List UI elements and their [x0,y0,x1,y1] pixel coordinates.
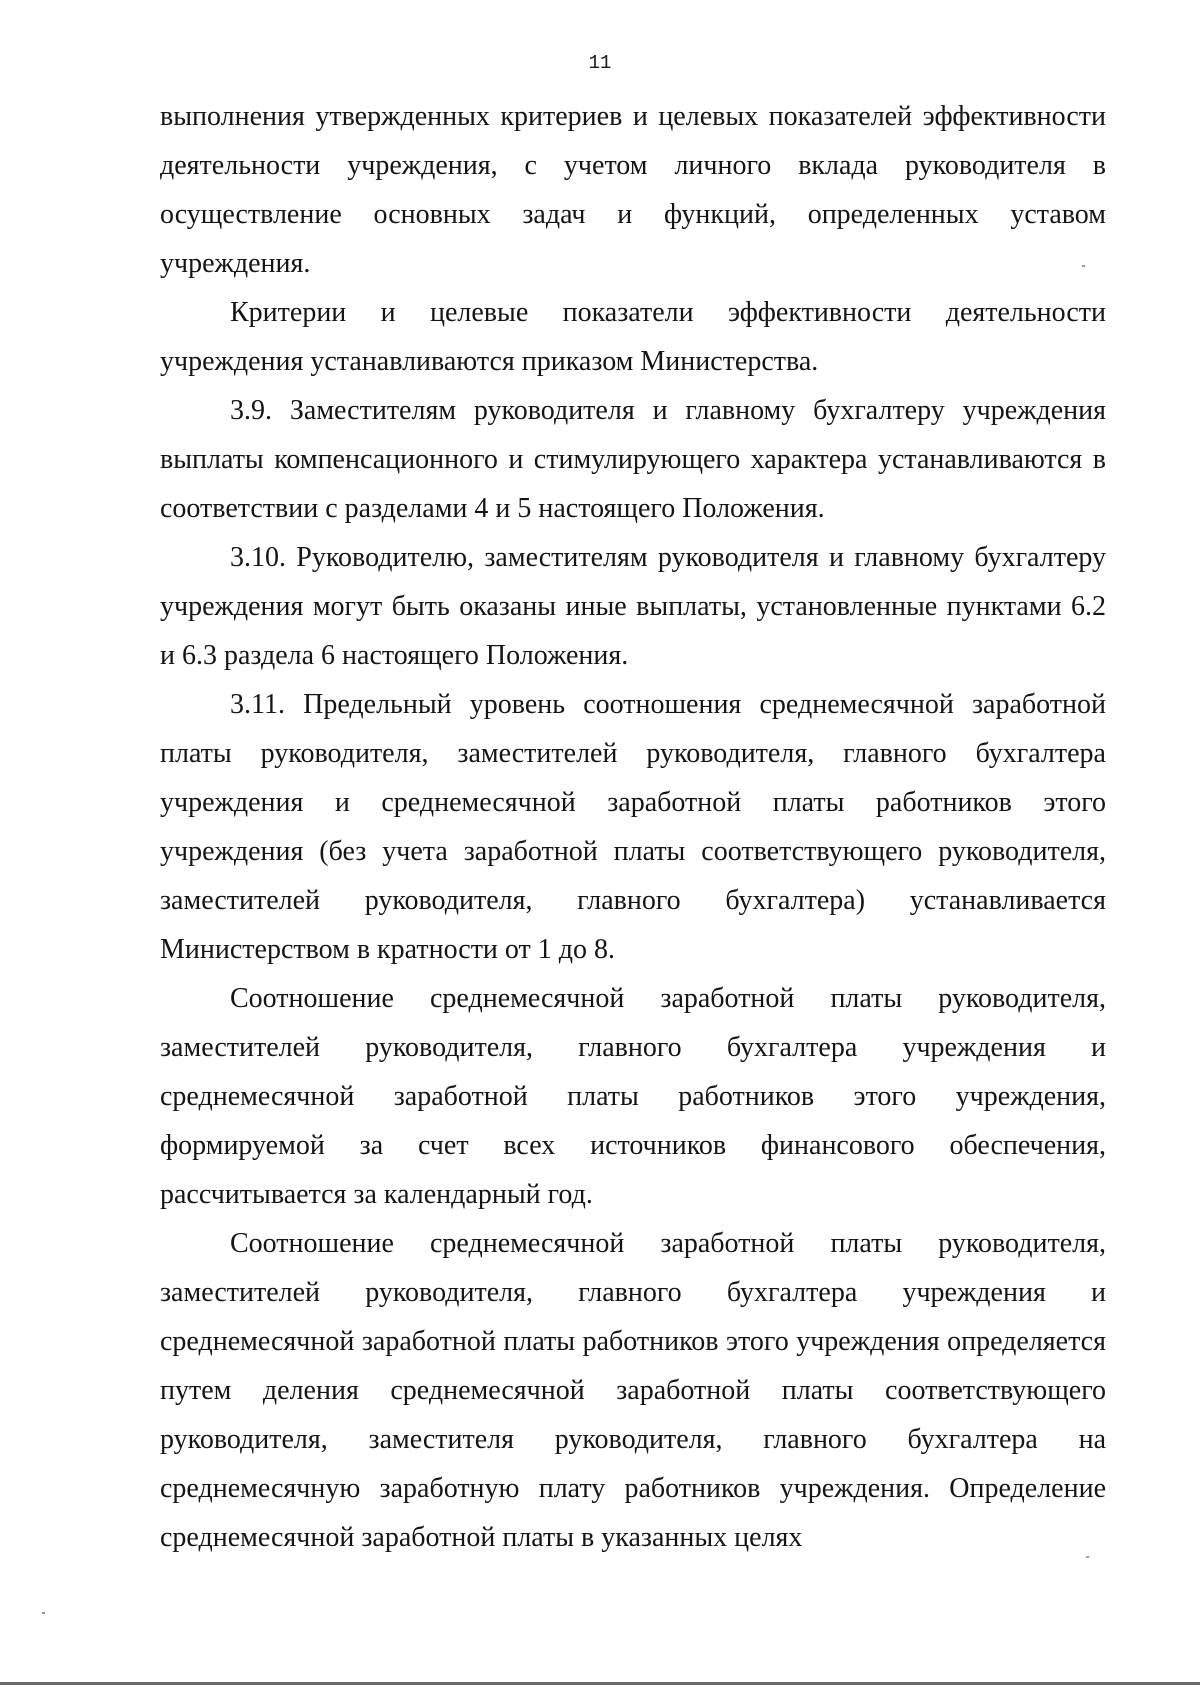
scan-speck [42,1612,45,1614]
paragraph-clause-3-10: 3.10. Руководителю, заместителям руководителя и главному бухгалтеру учреждения могут быть оказаны иные выплаты, установленные пунктами 6.2 и 6.3 раздела 6 настоящего Положения. [160,542,1106,671]
paragraph-criteria: Критерии и целевые показатели эффективности деятельности учреждения устанавливаются приказом Министерства. [160,297,1106,377]
paragraph-clause-3-11: 3.11. Предельный уровень соотношения среднемесячной заработной платы руководителя, заместителей руководителя, главного бухгалтера учреждения и среднемесячной заработной платы работников этого учреждения (без учета заработной платы соответствующего руководителя, заместителей руководителя, главного бухгалтера) устанавливается Министерством в кратности от 1 до 8. [160,689,1106,965]
page-number: 11 [588,52,612,74]
paragraph-ratio-definition: Соотношение среднемесячной заработной платы руководителя, заместителей руководителя, главного бухгалтера учреждения и среднемесячной заработной платы работников этого учреждения определяется путем деления среднемесячной заработной платы соответствующего руководителя, заместителя руководителя, главного бухгалтера на среднемесячную заработную плату работников учреждения. Определение среднемесячной заработной платы в указанных целях [160,1228,1106,1553]
paragraph-clause-3-9: 3.9. Заместителям руководителя и главному бухгалтеру учреждения выплаты компенсационного и стимулирующего характера устанавливаются в соответствии с разделами 4 и 5 настоящего Положения. [160,395,1106,524]
scan-edge-line [0,1682,1200,1685]
document-body [160,92,1106,1562]
scan-speck [1082,265,1085,267]
scan-speck [1086,1556,1089,1558]
paragraph-continuation: выполнения утвержденных критериев и целевых показателей эффективности деятельности учреждения, с учетом личного вклада руководителя в осуществление основных задач и функций, определенных уставом учреждения. [160,101,1106,279]
paragraph-ratio-calendar-year: Соотношение среднемесячной заработной платы руководителя, заместителей руководителя, главного бухгалтера учреждения и среднемесячной заработной платы работников этого учреждения, формируемой за счет всех источников финансового обеспечения, рассчитывается за календарный год. [160,983,1106,1210]
